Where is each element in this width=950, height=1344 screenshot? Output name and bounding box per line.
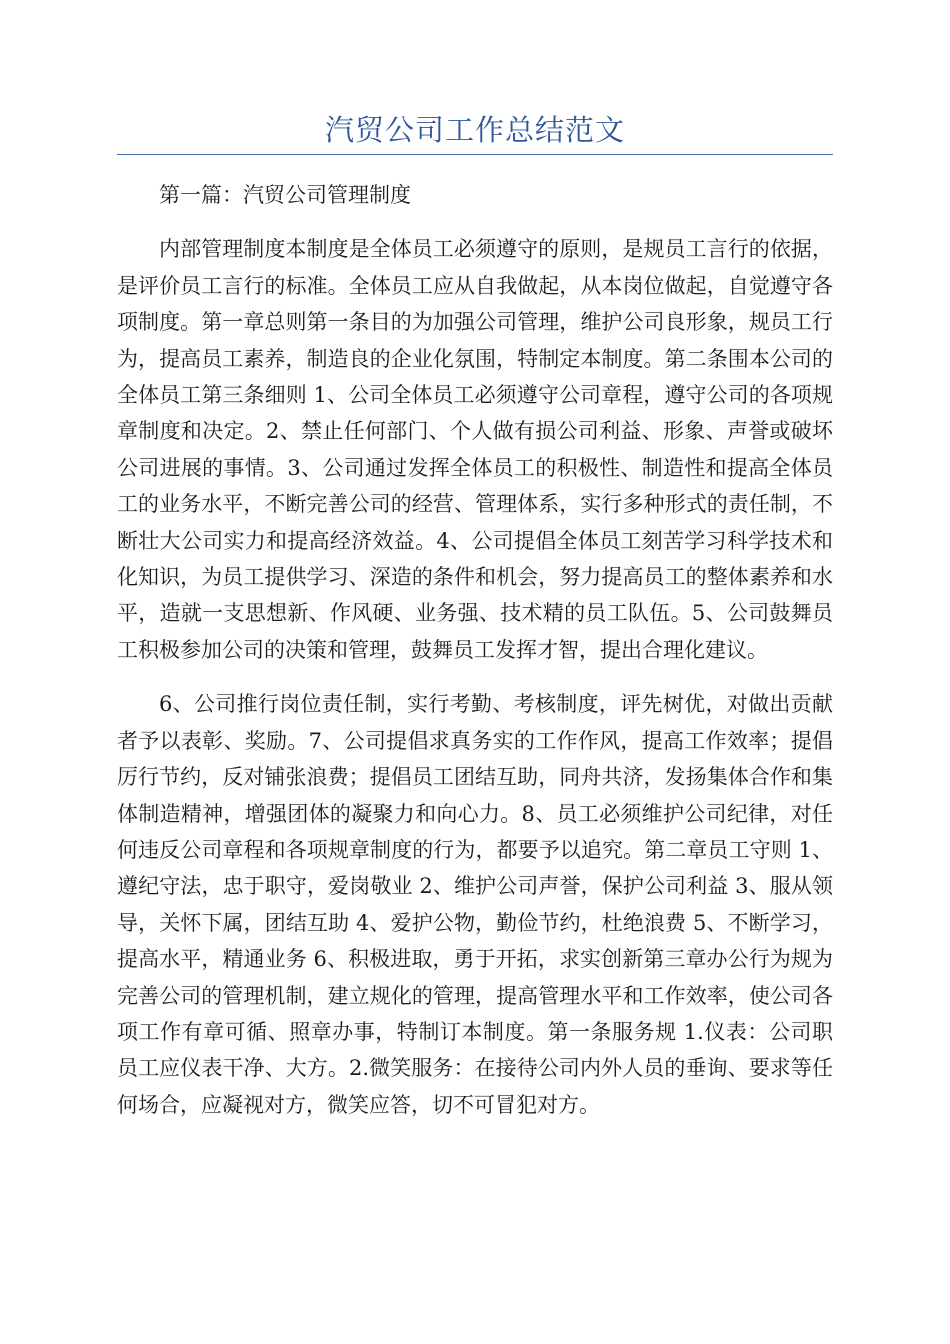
body-paragraph-1: 内部管理制度本制度是全体员工必须遵守的原则，是规员工言行的依据，是评价员工言行的标准。全体员工应从自我做起，从本岗位做起，自觉遵守各项制度。第一章总则第一条目的为加强公司管理，维护公司良形象，规员工行为，提高员工素养，制造良的企业化氛围，特制定本制度。第二条围本公司的全体员工第三条细则 1、公司全体员工必须遵守公司章程，遵守公司的各项规章制度和决定。2、禁止任何部门、个人做有损公司利益、形象、声誉或破坏公司进展的事情。3、公司通过发挥全体员工的积极性、制造性和提高全体员工的业务水平，不断完善公司的经营、管理体系，实行多种形式的责任制，不断壮大公司实力和提高经济效益。4、公司提倡全体员工刻苦学习科学技术和化知识，为员工提供学习、深造的条件和机会，努力提高员工的整体素养和水平，造就一支思想新、作风硬、业务强、技术精的员工队伍。5、公司鼓舞员工积极参加公司的决策和管理，鼓舞员工发挥才智，提出合理化建议。 bbox=[117, 237, 833, 662]
body-paragraph-2: 6、公司推行岗位责任制，实行考勤、考核制度，评先树优，对做出贡献者予以表彰、奖励。7、公司提倡求真务实的工作作风，提高工作效率；提倡厉行节约，反对铺张浪费；提倡员工团结互助，同舟共济，发扬集体合作和集体制造精神，增强团体的凝聚力和向心力。8、员工必须维护公司纪律，对任何违反公司章程和各项规章制度的行为，都要予以追究。第二章员工守则 1、遵纪守法，忠于职守，爱岗敬业 2、维护公司声誉，保护公司利益 3、服从领导，关怀下属，团结互助 4、爱护公物，勤俭节约，杜绝浪费 5、不断学习，提高水平，精通业务 6、积极进取，勇于开拓，求实创新第三章办公行为规为完善公司的管理机制，建立规化的管理，提高管理水平和工作效率，使公司各项工作有章可循、照章办事，特制订本制度。第一条服务规 1.仪表：公司职员工应仪表干净、大方。2.微笑服务：在接待公司内外人员的垂询、要求等任何场合，应凝视对方，微笑应答，切不可冒犯对方。 bbox=[117, 692, 833, 1117]
document-title: 汽贸公司工作总结范文 bbox=[324, 113, 625, 147]
title-underline bbox=[117, 154, 833, 155]
document-body bbox=[117, 177, 833, 1141]
section-heading: 第一篇：汽贸公司管理制度 bbox=[159, 183, 411, 207]
